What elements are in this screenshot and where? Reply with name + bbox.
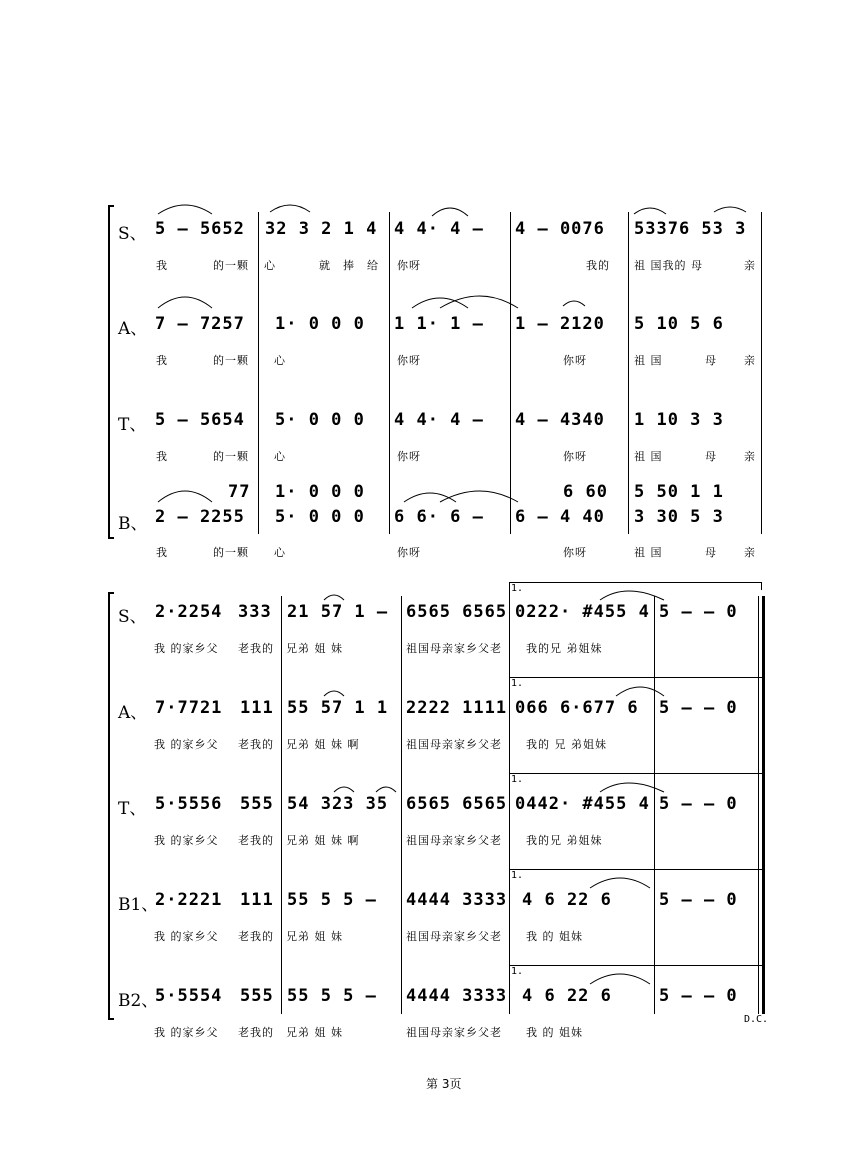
lyric: 兄弟 姐 妹	[286, 642, 343, 655]
slur	[150, 200, 770, 540]
volta-number: 1.	[511, 774, 524, 785]
notes-measure: 333	[238, 602, 272, 622]
lyric: 母	[705, 354, 717, 367]
lyric: 心	[274, 354, 286, 367]
lyric: 我的兄 弟姐妹	[526, 642, 603, 655]
lyric: 你呀	[397, 450, 421, 463]
lyric: 我 的 姐妹	[526, 930, 583, 943]
notes-measure: 55 5 5 —	[287, 986, 377, 1006]
lyric: 你呀	[563, 354, 587, 367]
lyric: 祖 国	[634, 546, 663, 559]
lyric: 我的兄 弟姐妹	[526, 834, 603, 847]
lyric: 你呀	[397, 259, 421, 272]
lyric: 的一颗	[213, 546, 249, 559]
lyric: 祖国母亲家乡父老	[406, 738, 502, 751]
notes-measure: 555	[240, 986, 274, 1006]
lyric: 你呀	[397, 354, 421, 367]
notes-upper: 1· 0 0 0	[275, 482, 365, 502]
lyric: 母	[705, 450, 717, 463]
notes-measure: 066 6·677 6	[515, 698, 639, 718]
notes-measure: 5 — — 0	[659, 986, 738, 1006]
notes-measure: 3 30 5 3	[634, 507, 724, 527]
notes-measure: 6 6· 6 —	[394, 507, 484, 527]
lyric: 我 的家乡父	[154, 1026, 219, 1039]
da-capo-marking: D.C.	[744, 1014, 769, 1025]
lyric: 我 的 姐妹	[526, 1026, 583, 1039]
notes-measure: 7·7721	[155, 698, 223, 718]
notes-measure: 5 — 5652	[155, 219, 245, 239]
notes-measure: 555	[240, 794, 274, 814]
notes-measure: 111	[240, 890, 274, 910]
lyric: 我	[156, 259, 168, 272]
lyric: 的一颗	[213, 354, 249, 367]
notes-measure: 5·5554	[155, 986, 223, 1006]
lyric: 老我的	[238, 1026, 274, 1039]
slur	[280, 580, 680, 1020]
notes-measure: 5 — — 0	[659, 698, 738, 718]
voice-label-alto: A、	[118, 703, 148, 723]
notes-measure: 55 5 5 —	[287, 890, 377, 910]
lyric: 心	[274, 450, 286, 463]
lyric: 你呀	[563, 450, 587, 463]
volta-bracket	[761, 582, 762, 590]
notes-measure: 6565 6565	[406, 794, 508, 814]
lyric: 兄弟 姐 妹 啊	[286, 738, 360, 751]
notes-measure: 5 — 5654	[155, 410, 245, 430]
lyric: 亲	[744, 354, 756, 367]
notes-measure: 1 1· 1 —	[394, 314, 484, 334]
notes-measure: 111	[240, 698, 274, 718]
lyric: 心	[264, 259, 276, 272]
lyric: 老我的	[238, 930, 274, 943]
notes-upper: 5 50 1 1	[634, 482, 724, 502]
lyric: 心	[274, 546, 286, 559]
lyric: 的一颗	[213, 450, 249, 463]
notes-measure: 5 — — 0	[659, 890, 738, 910]
notes-measure: 7 — 7257	[155, 314, 245, 334]
notes-measure: 5 — — 0	[659, 794, 738, 814]
notes-measure: 54 323 35	[287, 794, 389, 814]
notes-measure: 4444 3333	[406, 986, 508, 1006]
notes-measure: 5 — — 0	[659, 602, 738, 622]
notes-measure: 4 4· 4 —	[394, 219, 484, 239]
lyric: 我 的家乡父	[154, 738, 219, 751]
voice-label-bass2: B2、	[118, 991, 159, 1011]
lyric: 我	[156, 546, 168, 559]
notes-measure: 53376 53 3	[634, 219, 747, 239]
notes-measure: 5 10 5 6	[634, 314, 724, 334]
final-barline	[762, 596, 765, 1014]
lyric: 我	[156, 354, 168, 367]
notes-measure: 4 — 0076	[515, 219, 605, 239]
notes-measure: 2·2254	[155, 602, 223, 622]
lyric: 兄弟 姐 妹	[286, 930, 343, 943]
notes-upper: 77	[228, 482, 251, 502]
lyric: 祖国母亲家乡父老	[406, 834, 502, 847]
notes-measure: 1· 0 0 0	[275, 314, 365, 334]
lyric: 亲	[744, 259, 756, 272]
voice-label-tenor: T、	[118, 415, 147, 435]
notes-measure: 5· 0 0 0	[275, 507, 365, 527]
voice-label-bass1: B1、	[118, 895, 159, 915]
lyric: 兄弟 姐 妹	[286, 1026, 343, 1039]
lyric: 祖 国	[634, 354, 663, 367]
voice-label-bass: B、	[118, 514, 148, 534]
lyric: 你呀	[563, 546, 587, 559]
lyric: 我 的家乡父	[154, 642, 219, 655]
notes-measure: 1 — 2120	[515, 314, 605, 334]
volta-number: 1.	[511, 966, 524, 977]
notes-measure: 21 57 1 —	[287, 602, 389, 622]
notes-measure: 4 4· 4 —	[394, 410, 484, 430]
notes-measure: 4444 3333	[406, 890, 508, 910]
lyric: 我的	[586, 259, 610, 272]
notes-measure: 32 3 2 1 4	[265, 219, 378, 239]
notes-measure: 4 6 22 6	[522, 890, 612, 910]
system1-bracket	[108, 205, 114, 539]
notes-measure: 0442· #455 4	[515, 794, 650, 814]
volta-number: 1.	[511, 583, 524, 594]
lyric: 亲	[744, 546, 756, 559]
notes-measure: 55 57 1 1	[287, 698, 389, 718]
system2-bracket	[108, 592, 114, 1020]
volta-number: 1.	[511, 678, 524, 689]
notes-measure: 2 — 2255	[155, 507, 245, 527]
voice-label-soprano: S、	[118, 607, 147, 627]
notes-measure: 2·2221	[155, 890, 223, 910]
lyric: 我 的家乡父	[154, 834, 219, 847]
notes-measure: 4 — 4340	[515, 410, 605, 430]
lyric: 我的 兄 弟姐妹	[526, 738, 607, 751]
voice-label-soprano: S、	[118, 224, 147, 244]
lyric: 亲	[744, 450, 756, 463]
notes-measure: 4 6 22 6	[522, 986, 612, 1006]
notes-upper: 6 60	[563, 482, 608, 502]
notes-measure: 5· 0 0 0	[275, 410, 365, 430]
lyric: 祖 国	[634, 450, 663, 463]
barline	[758, 596, 759, 1014]
lyric: 祖国母亲家乡父老	[406, 1026, 502, 1039]
lyric: 祖国母亲家乡父老	[406, 930, 502, 943]
lyric: 兄弟 姐 妹 啊	[286, 834, 360, 847]
notes-measure: 2222 1111	[406, 698, 508, 718]
lyric: 我	[156, 450, 168, 463]
voice-label-tenor: T、	[118, 799, 147, 819]
lyric: 老我的	[238, 738, 274, 751]
voice-label-alto: A、	[118, 319, 148, 339]
lyric: 祖国母亲家乡父老	[406, 642, 502, 655]
lyric: 就	[319, 259, 331, 272]
notes-measure: 6 — 4 40	[515, 507, 605, 527]
lyric: 祖 国我的 母	[634, 259, 703, 272]
lyric: 老我的	[238, 642, 274, 655]
notes-measure: 5·5556	[155, 794, 223, 814]
lyric: 母	[705, 546, 717, 559]
page-number: 第 3页	[426, 1077, 462, 1091]
lyric: 给	[367, 259, 379, 272]
lyric: 你呀	[397, 546, 421, 559]
notes-measure: 0222· #455 4	[515, 602, 650, 622]
lyric: 我 的家乡父	[154, 930, 219, 943]
notes-measure: 1 10 3 3	[634, 410, 724, 430]
notes-measure: 6565 6565	[406, 602, 508, 622]
lyric: 老我的	[238, 834, 274, 847]
lyric: 的一颗	[213, 259, 249, 272]
volta-number: 1.	[511, 870, 524, 881]
lyric: 捧	[343, 259, 355, 272]
